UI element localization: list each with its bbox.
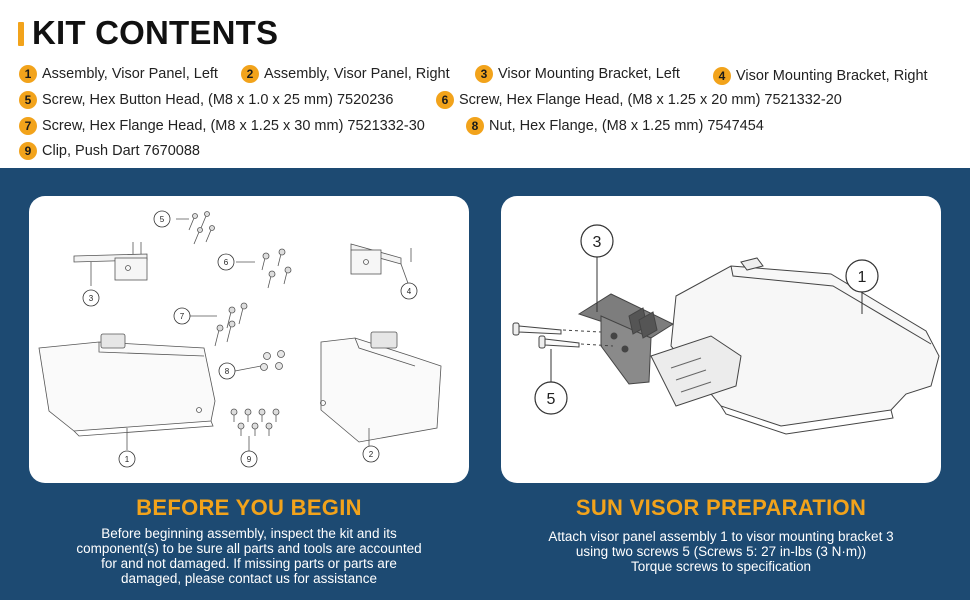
kit-item-label: Screw, Hex Flange Head, (M8 x 1.25 x 20 mm) 7521332-20 [459, 92, 842, 108]
instruction-line: for and not damaged. If missing parts or parts are [101, 556, 397, 571]
item-number-badge: 3 [475, 65, 493, 83]
kit-item-label: Nut, Hex Flange, (M8 x 1.25 mm) 7547454 [489, 118, 764, 134]
kit-contents-section [0, 0, 970, 168]
sun-visor-preparation-text [501, 529, 941, 574]
item-number-badge: 7 [19, 117, 37, 135]
title-accent-bar [18, 22, 24, 46]
callout-5: 5 [546, 391, 556, 408]
kit-item-label: Assembly, Visor Panel, Right [264, 66, 450, 82]
callout-1: 1 [857, 269, 867, 286]
kit-item-4 [713, 67, 928, 85]
kit-item-label: Assembly, Visor Panel, Left [42, 66, 218, 82]
item-number-badge: 8 [466, 117, 484, 135]
item-number-badge: 4 [713, 67, 731, 85]
callout-1: 1 [124, 455, 130, 464]
sun-visor-preparation-heading: SUN VISOR PREPARATION [575, 495, 867, 520]
callout-2: 2 [368, 450, 374, 459]
instruction-line: damaged, please contact us for assistance [121, 571, 377, 586]
item-number-badge: 6 [436, 91, 454, 109]
kit-parts-illustration [29, 196, 469, 483]
kit-item-5 [19, 91, 393, 109]
kit-item-8 [466, 117, 764, 135]
kit-parts-diagram [29, 196, 469, 483]
callout-8: 8 [224, 367, 230, 376]
kit-item-2 [241, 65, 450, 83]
callout-7: 7 [179, 312, 185, 321]
kit-item-1 [19, 65, 218, 83]
before-you-begin-heading: BEFORE YOU BEGIN [136, 495, 362, 520]
item-number-badge: 9 [19, 142, 37, 160]
kit-item-label: Screw, Hex Flange Head, (M8 x 1.25 x 30 mm) 7521332-30 [42, 118, 425, 134]
instruction-line: Before beginning assembly, inspect the kit and its [101, 526, 397, 541]
callout-5: 5 [159, 215, 165, 224]
kit-item-label: Visor Mounting Bracket, Right [736, 68, 928, 84]
kit-item-7 [19, 117, 425, 135]
bracket-attachment-diagram [501, 196, 941, 483]
kit-item-3 [475, 65, 680, 83]
callout-4: 4 [406, 287, 412, 296]
callout-3: 3 [88, 294, 94, 303]
kit-item-label: Visor Mounting Bracket, Left [498, 66, 680, 82]
instruction-line: component(s) to be sure all parts and tools are accounted [76, 541, 422, 556]
callout-3: 3 [592, 234, 602, 251]
kit-item-9 [19, 142, 200, 160]
item-number-badge: 5 [19, 91, 37, 109]
page-title: KIT CONTENTS [32, 14, 279, 51]
kit-item-6 [436, 91, 842, 109]
item-number-badge: 1 [19, 65, 37, 83]
instruction-line: Attach visor panel assembly 1 to visor mounting bracket 3 [548, 529, 894, 544]
kit-item-label: Clip, Push Dart 7670088 [42, 143, 200, 159]
instruction-line: Torque screws to specification [630, 559, 812, 574]
callout-9: 9 [246, 455, 252, 464]
kit-item-label: Screw, Hex Button Head, (M8 x 1.0 x 25 mm) 7520236 [42, 92, 394, 108]
callout-6: 6 [223, 258, 229, 267]
instruction-line: using two screws 5 (Screws 5: 27 in-lbs (3 N·m)) [575, 544, 867, 559]
item-number-badge: 2 [241, 65, 259, 83]
bracket-attachment-illustration [501, 196, 941, 483]
before-you-begin-text [29, 526, 469, 586]
